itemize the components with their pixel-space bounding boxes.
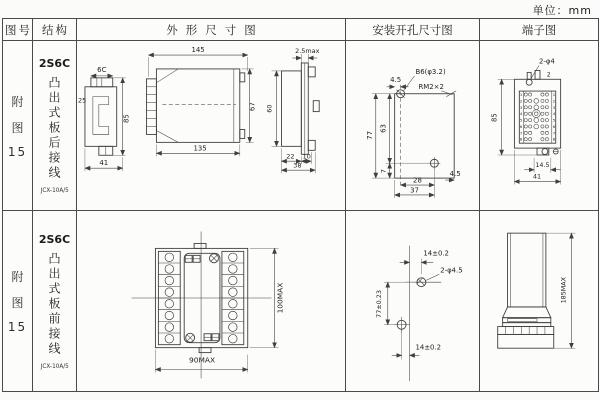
dim-label: 60 <box>265 104 274 113</box>
dim-label: 90MAX <box>189 355 216 365</box>
rear-view <box>266 47 320 173</box>
terminal-pin-grid <box>524 93 548 141</box>
header-outline: 外形尺寸图 <box>77 19 346 41</box>
svg-text:7: 7 <box>519 131 523 136</box>
dim-label: 7 <box>379 169 388 174</box>
dim-label: 14±0.2 <box>415 343 442 352</box>
row2-structure <box>33 211 77 391</box>
row1-structure <box>33 41 77 211</box>
dim-label: 77±0.23 <box>374 290 383 318</box>
header-terminal: 端子图 <box>480 19 598 41</box>
row1-terminal-cell <box>480 41 598 211</box>
mounting-hole-drawing-rear-wiring <box>346 41 479 210</box>
svg-text:1: 1 <box>519 93 523 97</box>
dim-label: 22 <box>286 152 295 161</box>
dim-label: 14.5 <box>535 160 550 169</box>
dim-label: 6C <box>97 65 107 74</box>
outline-dimension-drawing-front-wiring <box>77 211 345 391</box>
unit-label: 单位：mm <box>532 4 592 17</box>
outline-dimension-drawing-rear-wiring <box>77 41 345 210</box>
spec-table <box>2 18 599 392</box>
header-structure: 结构 <box>33 19 77 41</box>
fig-char: 图 <box>11 296 24 310</box>
terminal-socket-side-view <box>480 211 598 391</box>
row2-terminal-cell <box>480 211 598 391</box>
dim-label: 14±0.2 <box>423 249 449 258</box>
svg-text:1: 1 <box>552 93 556 97</box>
fig-char: 附 <box>11 94 24 109</box>
row2-fig-no <box>3 211 33 391</box>
fig-char: 图 <box>11 120 24 135</box>
model-label: 2S6C <box>38 57 71 70</box>
svg-text:5: 5 <box>519 118 523 123</box>
hole-callout: 2-φ4 <box>538 57 555 66</box>
svg-text:4: 4 <box>552 112 556 117</box>
dim-label: 10 <box>302 152 311 161</box>
relay-type-label: JCX-10A/5 <box>40 187 69 194</box>
dim-label: 25 <box>77 96 87 105</box>
dim-label: 38 <box>293 161 302 170</box>
svg-text:3: 3 <box>552 105 556 110</box>
dim-label: 41 <box>99 159 109 168</box>
pin-label: 2 <box>546 72 551 79</box>
svg-text:8: 8 <box>552 137 556 142</box>
terminal-diagram-rear-wiring <box>480 41 598 210</box>
dim-label: 100MAX <box>275 282 285 314</box>
row1-fig-no <box>3 41 33 211</box>
front-view <box>146 46 256 156</box>
header-fig-no: 图号 <box>3 19 33 41</box>
svg-text:7: 7 <box>552 131 556 136</box>
dim-label: 85 <box>490 113 499 123</box>
row2-mounting-cell <box>346 211 480 391</box>
dim-label: 63 <box>379 124 388 133</box>
structure-desc: 凸出式板前接线 <box>47 251 61 357</box>
hole-callout: 2-φ4.5 <box>440 266 463 275</box>
dim-label: 185MAX <box>559 276 568 304</box>
svg-text:3: 3 <box>519 105 523 110</box>
dim-label: 37 <box>410 186 419 195</box>
side-view <box>78 66 131 171</box>
dim-label: 2.5max <box>295 47 320 56</box>
dim-label: 145 <box>191 46 205 55</box>
fig-char: 附 <box>11 270 24 284</box>
fig-number: 15 <box>7 144 28 159</box>
dim-label: 28 <box>413 176 422 185</box>
row2-outline-cell <box>77 211 346 391</box>
svg-text:2: 2 <box>519 99 523 104</box>
svg-text:5: 5 <box>552 118 556 123</box>
dim-label: 4.5 <box>449 170 461 179</box>
model-label: 2S6C <box>38 232 71 246</box>
row1-mounting-cell <box>346 41 480 211</box>
mounting-hole-drawing-front-wiring <box>346 211 479 391</box>
dim-label: 135 <box>193 144 207 153</box>
relay-type-label: JCX-10A/5 <box>40 362 69 370</box>
dim-label: 85 <box>122 114 131 123</box>
svg-text:4: 4 <box>519 112 523 117</box>
fig-number: 15 <box>7 320 28 334</box>
dim-label: 67 <box>248 102 257 112</box>
hole-callout: B6(φ3.2) <box>415 67 446 76</box>
row1-outline-cell <box>77 41 346 211</box>
dim-label: 77 <box>365 131 374 140</box>
header-mounting: 安装开孔尺寸图 <box>346 19 480 41</box>
svg-text:6: 6 <box>519 124 523 129</box>
structure-desc: 凸出式板后接线 <box>47 76 61 181</box>
thread-callout: RM2×2 <box>418 82 444 91</box>
dim-label: 41 <box>532 172 542 181</box>
svg-text:8: 8 <box>519 137 523 142</box>
svg-text:2: 2 <box>552 99 556 104</box>
dim-label: 4.5 <box>390 75 402 84</box>
svg-text:6: 6 <box>552 124 556 129</box>
